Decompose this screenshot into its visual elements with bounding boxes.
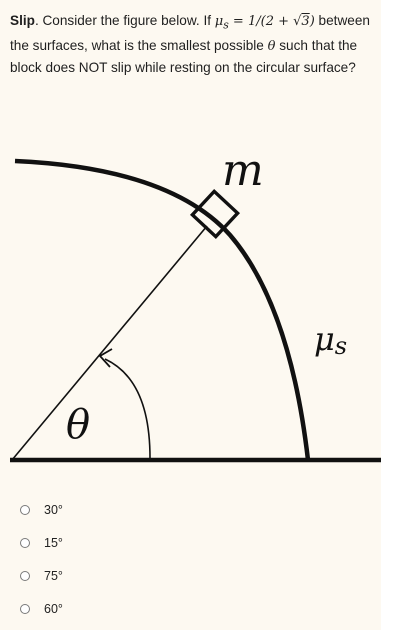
question-text-2: such that the block does NOT slip while resting on the circular surface? [10,38,358,75]
question-text [10,11,376,78]
radius-line [12,226,207,460]
option-label: 60° [44,601,63,616]
question-title: Slip [10,13,35,28]
question-lead: . Consider the figure below. If [34,13,215,28]
question-text-1: between the surfaces, what is the smallest possible [10,13,370,54]
radio-button[interactable] [20,505,30,515]
theta-symbol: θ [267,39,276,55]
radio-button[interactable] [20,604,30,614]
radio-button[interactable] [20,571,30,581]
answer-options [20,493,360,625]
circular-surface-arc [15,161,308,460]
physics-diagram [0,140,381,480]
option-60[interactable] [20,592,360,625]
option-label: 75° [44,568,63,583]
radio-button[interactable] [20,538,30,548]
coefficient-value: 1/(2 + √3) [247,14,315,29]
option-30[interactable] [20,493,360,526]
friction-coefficient-symbol: $\mu_s$ [214,14,229,32]
angle-label: θ [66,402,91,448]
option-75[interactable] [20,559,360,592]
angle-arc [105,359,150,458]
option-label: 15° [44,535,63,550]
mu-s-label: μs [314,320,348,360]
mass-label: m [222,145,264,196]
equals-sign: = [228,14,248,29]
option-15[interactable] [20,526,360,559]
block [192,191,237,236]
option-label: 30° [44,502,63,517]
